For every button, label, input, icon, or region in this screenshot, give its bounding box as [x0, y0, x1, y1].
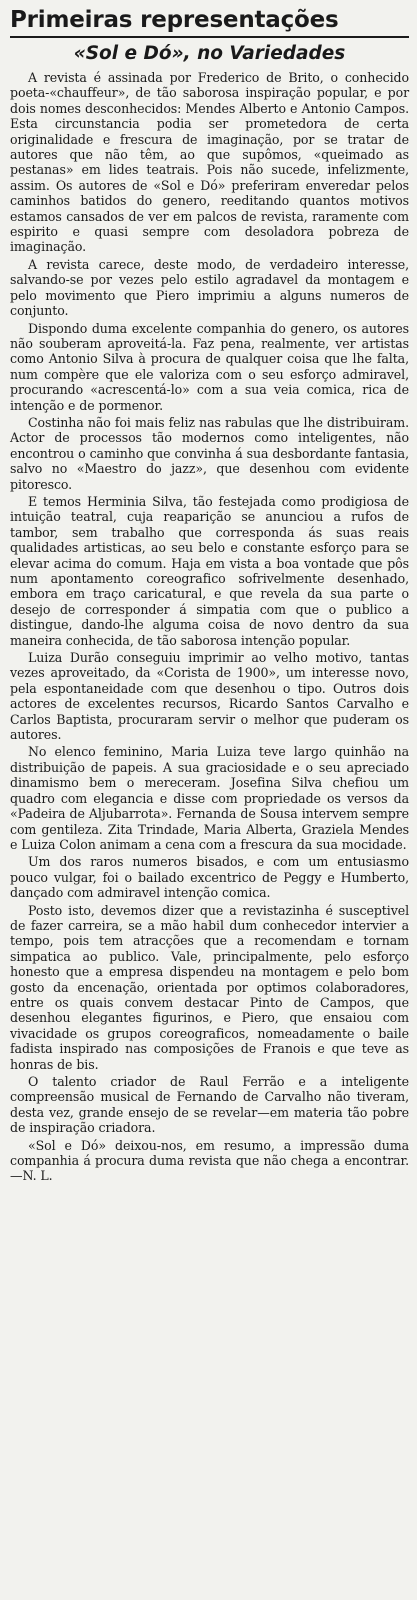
paragraph: Costinha não foi mais feliz nas rabulas que lhe distribuiram. Actor de processos tão modernos como inteligentes, não encontrou o caminho que convinha á sua desbordante fantasia, salvo no «Maestro do jazz», que desenhou com evidente pitoresco.: [10, 414, 409, 492]
paragraph: A revista é assinada por Frederico de Brito, o conhecido poeta-«chauffeur», de tão saborosa inspiração popular, e por dois nomes desconhecidos: Mendes Alberto e Antonio Campos. Esta circunstancia podia ser prometedora de certa originalidade e frescura de imaginação, por se tratar de autores que não têm, ao que supômos, «queimado as pestanas» em lides teatrais. Pois não sucede, infelizmente, assim. Os autores de «Sol e Dó» preferiram enveredar pelos caminhos batidos do genero, reeditando quantos motivos estamos cansados de ver em palcos de revista, raramente com espirito e quasi sempre com desoladora pobreza de imaginação.: [10, 70, 409, 255]
article-title: «Sol e Dó», no Variedades: [73, 43, 346, 64]
headline-rule: [10, 36, 409, 38]
paragraph: E temos Herminia Silva, tão festejada como prodigiosa de intuição teatral, cuja reaparição se anunciou a rufos de tambor, sem trabalho que corresponda ás suas reais qualidades artisticas, ao seu belo e constante esforço para se elevar acima do comum. Haja em vista a boa vontade que pôs num apontamento coreografico sofrivelmente desenhado, embora em traço caricatural, e que revela da sua parte o desejo de corresponder á simpatia com que o publico a distingue, dando-lhe alguma coisa de novo dentro da sua maneira conhecida, de tão saborosa intenção popular.: [10, 493, 409, 648]
paragraph: O talento criador de Raul Ferrão e a inteligente compreensão musical de Fernando de Carvalho não tiveram, desta vez, grande ensejo de se revelar—em materia tão pobre de inspiração criadora.: [10, 1074, 409, 1136]
article-body: [10, 70, 409, 1184]
paragraph: No elenco feminino, Maria Luiza teve largo quinhão na distribuição de papeis. A sua graciosidade e o seu apreciado dinamismo bem o mereceram. Josefina Silva chefiou um quadro com elegancia e disse com propriedade os versos da «Padeira de Aljubarrota». Fernanda de Sousa intervem sempre com gentileza. Zita Trindade, Maria Alberta, Graziela Mendes e Luiza Colon animam a cena com a frescura da sua mocidade.: [10, 744, 409, 852]
paragraph: Posto isto, devemos dizer que a revistazinha é susceptivel de fazer carreira, se a mão habil dum conhecedor intervier a tempo, pois tem atracções que a recomendam e tornam simpatica ao publico. Vale, principalmente, pelo esforço honesto que a empresa dispendeu na montagem e pelo bom gosto da encenação, orientada por optimos colaboradores, entre os quais convem destacar Pinto de Campos, que desenhou elegantes figurinos, e Piero, que ensaiou com vivacidade os grupos coreograficos, nomeadamente o baile fadista inspirado nas composições de Franois e que teve as honras de bis.: [10, 902, 409, 1072]
paragraph: Luiza Durão conseguiu imprimir ao velho motivo, tantas vezes aproveitado, da «Corista de 1900», um interesse novo, pela espontaneidade com que desenhou o tipo. Outros dois actores de excelentes recursos, Ricardo Santos Carvalho e Carlos Baptista, procuraram servir o melhor que puderam os autores.: [10, 650, 409, 743]
section-headline: Primeiras representações: [10, 7, 339, 33]
paragraph: A revista carece, deste modo, de verdadeiro interesse, salvando-se por vezes pelo estilo agradavel da montagem e pelo movimento que Piero imprimiu a alguns numeros de conjunto.: [10, 256, 409, 319]
paragraph-signed: «Sol e Dó» deixou-nos, em resumo, a impressão duma companhia á procura duma revista que não chega a encontrar.—N. L.: [10, 1137, 409, 1184]
paragraph: Um dos raros numeros bisados, e com um entusiasmo pouco vulgar, foi o bailado excentrico de Peggy e Humberto, dançado com admiravel intenção comica.: [10, 854, 409, 901]
paragraph: Dispondo duma excelente companhia do genero, os autores não souberam aproveitá-la. Faz pena, realmente, ver artistas como Antonio Silva à procura de qualquer coisa que lhe falta, num compère que ele valoriza com o seu esforço admiravel, procurando «acrescentá-lo» com a sua veia comica, rica de intenção e de pormenor.: [10, 320, 409, 413]
